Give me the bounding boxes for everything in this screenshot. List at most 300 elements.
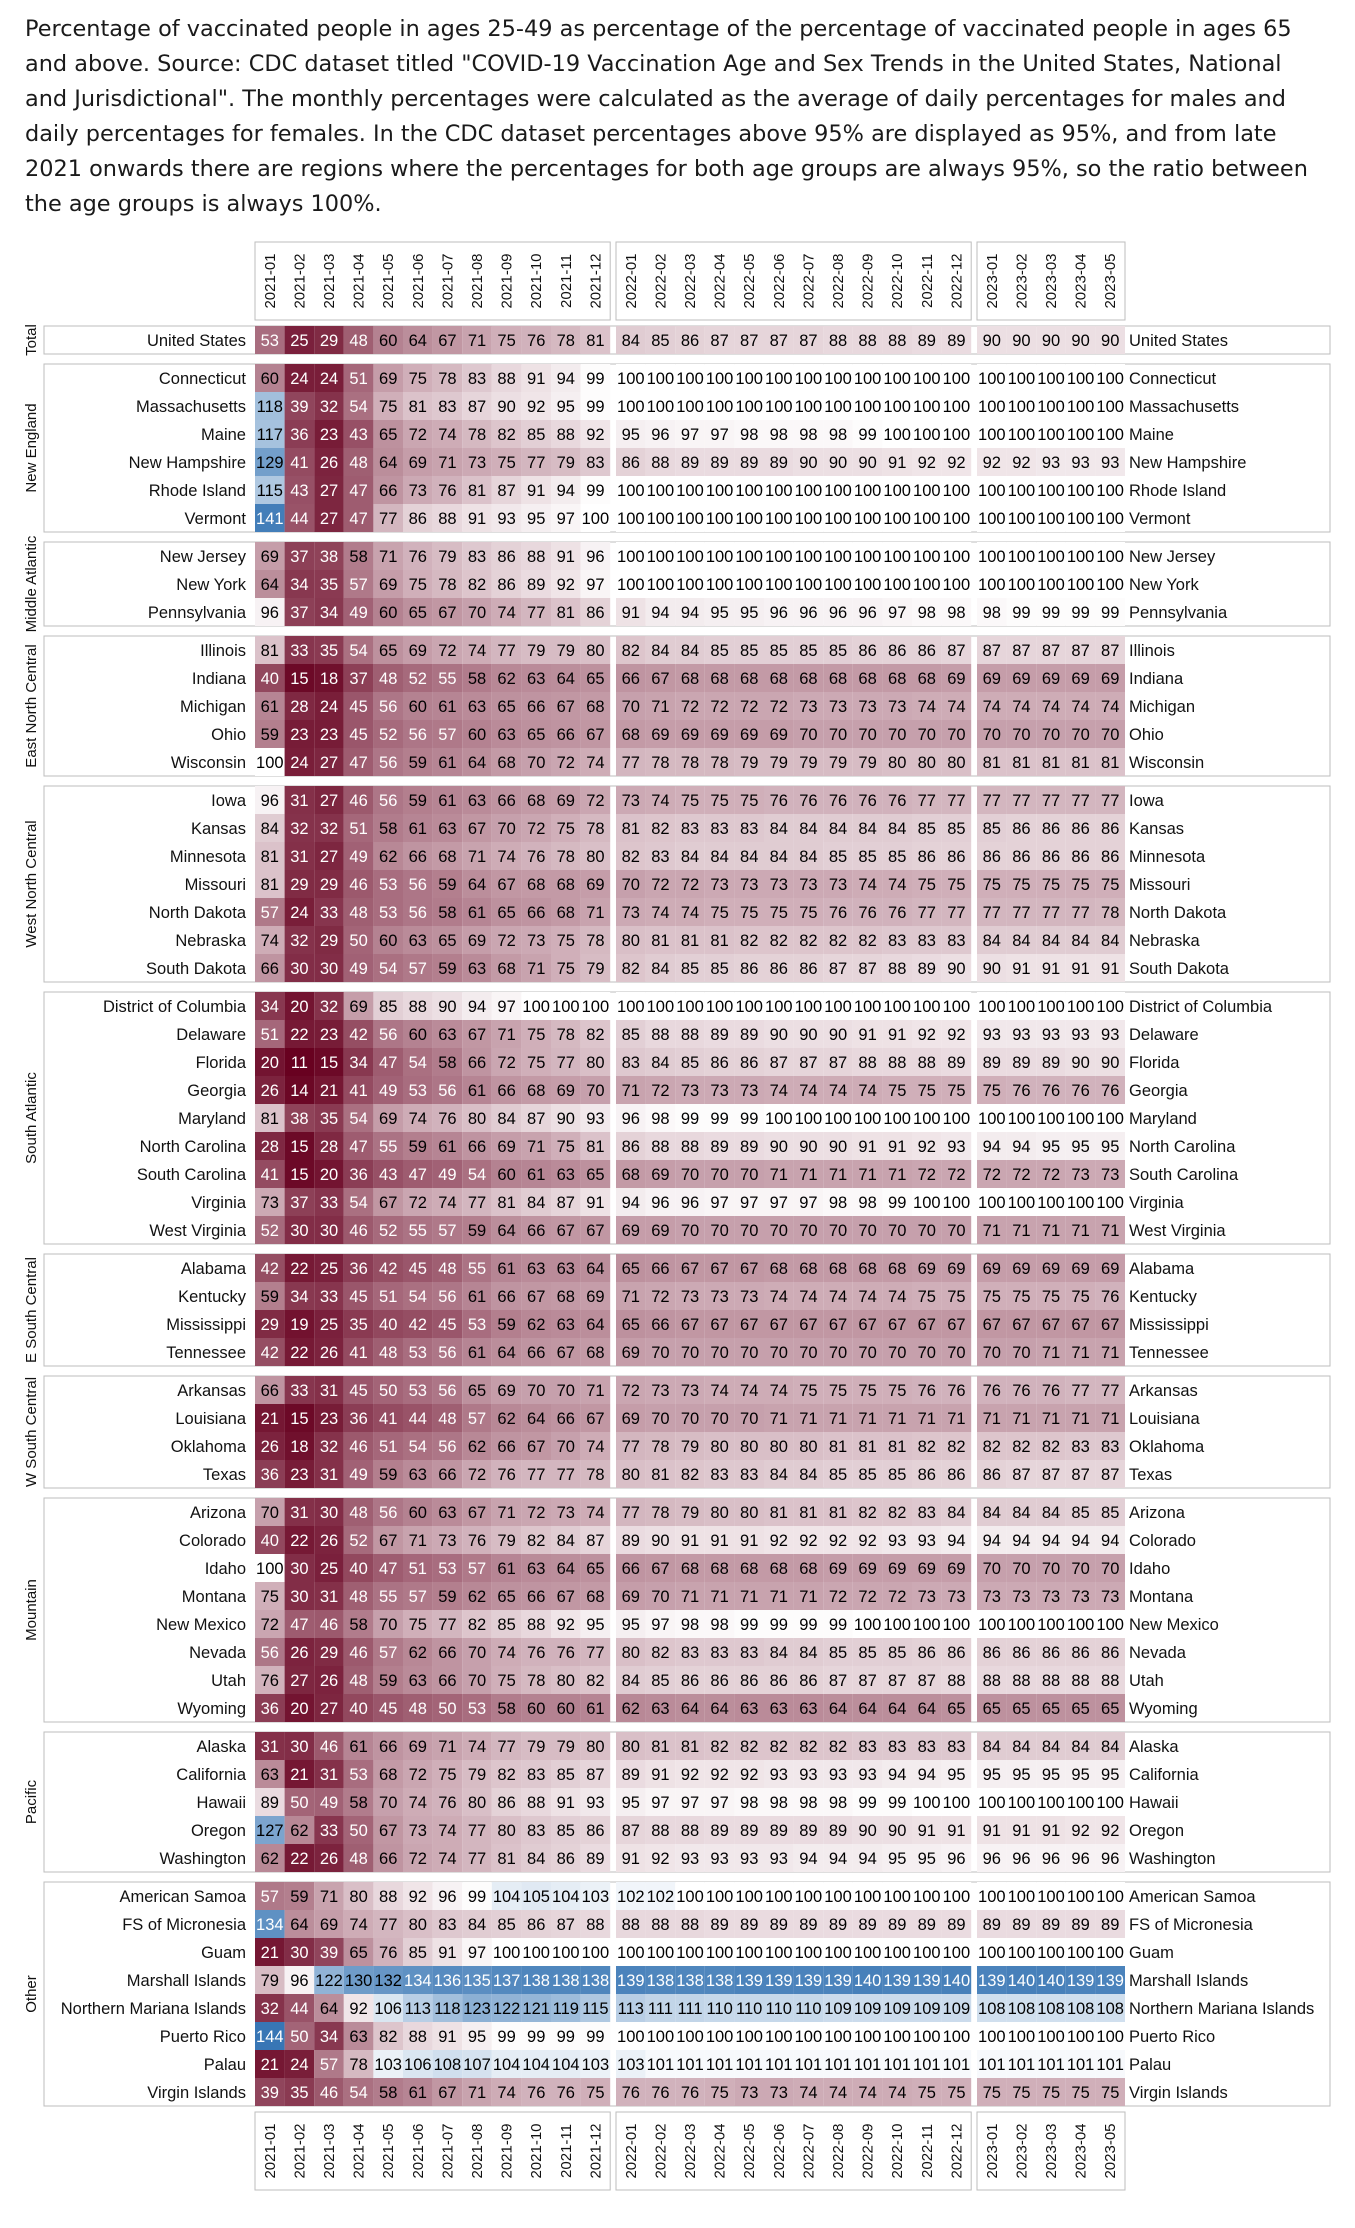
cell-value-label: 84	[982, 1738, 1001, 1756]
row-label-left: Minnesota	[169, 848, 246, 866]
cell-value-label: 100	[256, 754, 284, 772]
cell-value-label: 100	[794, 998, 823, 1016]
cell-value-label: 69	[917, 1560, 936, 1578]
cell-value-label: 100	[617, 398, 645, 416]
cell-value-label: 22	[290, 1260, 309, 1278]
cell-value-label: 58	[379, 2084, 398, 2102]
cell-value-label: 67	[527, 1288, 546, 1306]
cell-value-label: 139	[794, 1972, 823, 1990]
cell-value-label: 74	[769, 1288, 788, 1306]
cell-value-label: 69	[467, 932, 487, 950]
cell-value-label: 67	[858, 1316, 877, 1334]
cell-value-label: 47	[408, 1166, 427, 1184]
cell-value-label: 30	[319, 1504, 339, 1522]
cell-value-label: 67	[710, 1260, 729, 1278]
cell-value-label: 69	[740, 726, 759, 744]
cell-value-label: 70	[1012, 1560, 1031, 1578]
cell-value-label: 86	[1101, 848, 1120, 866]
row-label-left: Nebraska	[175, 932, 246, 950]
cell-value-label: 77	[1041, 792, 1061, 810]
cell-value-label: 56	[438, 1288, 457, 1306]
top-month-label: 2021-12	[587, 253, 605, 309]
cell-value-label: 81	[586, 1138, 605, 1156]
cell-value-label: 35	[319, 642, 339, 660]
cell-value-label: 52	[349, 1532, 368, 1550]
cell-value-label: 100	[705, 398, 734, 416]
cell-value-label: 90	[799, 1138, 818, 1156]
cell-value-label: 88	[888, 332, 907, 350]
cell-value-label: 69	[917, 1260, 936, 1278]
cell-value-label: 45	[349, 726, 368, 744]
cell-value-label: 73	[828, 876, 848, 894]
cell-value-label: 69	[1101, 1260, 1120, 1278]
cell-value-label: 70	[982, 726, 1001, 744]
cell-value-label: 100	[1037, 998, 1065, 1016]
cell-value-label: 96	[586, 548, 605, 566]
cell-value-label: 91	[858, 1138, 877, 1156]
cell-value-label: 59	[408, 1138, 427, 1156]
cell-value-label: 97	[710, 426, 729, 444]
cell-value-label: 65	[586, 1560, 605, 1578]
cell-value-label: 89	[769, 1916, 788, 1934]
cell-value-label: 26	[290, 1644, 309, 1662]
cell-value-label: 100	[824, 398, 852, 416]
cell-value-label: 98	[680, 1616, 700, 1634]
row-label-right: North Carolina	[1129, 1138, 1236, 1156]
cell-value-label: 100	[853, 1616, 882, 1634]
cell-value-label: 54	[349, 1110, 368, 1128]
cell-value-label: 66	[651, 1316, 670, 1334]
cell-value-label: 53	[408, 1382, 427, 1400]
cell-value-label: 138	[581, 1972, 610, 1990]
cell-value-label: 85	[828, 1466, 848, 1484]
row-label-right: South Dakota	[1129, 960, 1229, 978]
cell-value-label: 71	[467, 2084, 487, 2102]
cell-value-label: 27	[319, 754, 339, 772]
cell-value-label: 89	[769, 1822, 788, 1840]
cell-value-label: 100	[978, 482, 1006, 500]
cell-value-label: 39	[290, 398, 309, 416]
cell-value-label: 65	[527, 726, 546, 744]
cell-value-label: 74	[828, 1082, 848, 1100]
cell-value-label: 90	[651, 1532, 670, 1550]
cell-value-label: 76	[858, 792, 877, 810]
cell-value-label: 99	[1071, 604, 1090, 622]
cell-value-label: 71	[982, 1222, 1001, 1240]
cell-value-label: 50	[349, 932, 368, 950]
cell-value-label: 99	[858, 1794, 877, 1812]
row-label-right: Michigan	[1129, 698, 1196, 716]
cell-value-label: 100	[705, 576, 734, 594]
cell-value-label: 58	[349, 1794, 368, 1812]
cell-value-label: 100	[765, 510, 793, 528]
cell-value-label: 104	[552, 1888, 580, 1906]
cell-value-label: 64	[917, 1700, 936, 1718]
row-label-right: Florida	[1129, 1054, 1180, 1072]
cell-value-label: 101	[883, 2056, 911, 2074]
chart-caption: Percentage of vaccinated people in ages 25-49 as percentage of the percentage of vaccinated people in ages 65 and above. Source: CDC dataset titled "COVID-19 Vaccination Age and Sex Trends in the United States, National and Jurisdictional". The monthly percentages were calculated as the average of daily percentages for males and daily percentages for females. In the CDC dataset percentages above 95% are displayed as 95%, and from late 2021 onwards there are regions where the percentages for both age groups are always 95%, so the ratio between the age groups is always 100%.	[25, 16, 1308, 217]
cell-value-label: 70	[740, 1166, 759, 1184]
cell-value-label: 68	[438, 848, 457, 866]
cell-value-label: 117	[256, 426, 283, 444]
cell-value-label: 57	[467, 1560, 487, 1578]
cell-value-label: 67	[467, 1026, 487, 1044]
cell-value-label: 69	[651, 726, 670, 744]
cell-value-label: 62	[290, 1822, 309, 1840]
cell-value-label: 92	[349, 2000, 368, 2018]
cell-value-label: 108	[1066, 2000, 1095, 2018]
cell-value-label: 87	[769, 332, 788, 350]
cell-value-label: 76	[828, 904, 848, 922]
cell-value-label: 96	[799, 604, 818, 622]
cell-value-label: 70	[828, 1222, 848, 1240]
cell-value-label: 86	[497, 576, 516, 594]
cell-value-label: 66	[497, 1438, 516, 1456]
cell-value-label: 40	[349, 1700, 368, 1718]
cell-value-label: 94	[947, 1532, 966, 1550]
cell-value-label: 87	[828, 1672, 848, 1690]
cell-value-label: 84	[527, 1850, 546, 1868]
cell-value-label: 73	[1071, 1588, 1090, 1606]
cell-value-label: 82	[497, 1766, 516, 1784]
cell-value-label: 121	[522, 2000, 550, 2018]
cell-value-label: 34	[319, 604, 339, 622]
cell-value-label: 89	[947, 332, 966, 350]
cell-value-label: 100	[1007, 1110, 1036, 1128]
top-month-label: 2022-08	[830, 253, 847, 309]
cell-value-label: 75	[408, 1616, 427, 1634]
cell-value-label: 100	[883, 510, 911, 528]
cell-value-label: 90	[828, 454, 848, 472]
cell-value-label: 100	[913, 398, 941, 416]
cell-value-label: 39	[319, 1944, 339, 1962]
cell-value-label: 87	[467, 398, 487, 416]
cell-value-label: 140	[1037, 1972, 1065, 1990]
cell-value-label: 41	[290, 454, 309, 472]
cell-value-label: 63	[740, 1700, 759, 1718]
cell-value-label: 95	[710, 604, 729, 622]
cell-value-label: 86	[1041, 1644, 1061, 1662]
cell-value-label: 73	[467, 454, 487, 472]
cell-value-label: 62	[497, 1410, 516, 1428]
cell-value-label: 65	[467, 1382, 487, 1400]
cell-value-label: 100	[705, 482, 734, 500]
cell-value-label: 35	[349, 1316, 368, 1334]
cell-value-label: 100	[676, 2028, 704, 2046]
cell-value-label: 48	[349, 904, 368, 922]
top-month-label: 2021-02	[291, 253, 309, 309]
cell-value-label: 94	[1071, 1532, 1090, 1550]
cell-value-label: 72	[408, 426, 427, 444]
cell-value-label: 70	[710, 1410, 729, 1428]
cell-value-label: 85	[651, 332, 670, 350]
cell-value-label: 100	[492, 1944, 521, 1962]
cell-value-label: 99	[710, 1110, 729, 1128]
cell-value-label: 70	[556, 1382, 575, 1400]
cell-value-label: 52	[379, 1222, 398, 1240]
cell-value-label: 88	[379, 1888, 398, 1906]
bottom-month-label: 2021-04	[350, 2123, 368, 2179]
cell-value-label: 92	[769, 1532, 788, 1550]
cell-value-label: 100	[942, 370, 971, 388]
cell-value-label: 93	[769, 1766, 788, 1784]
cell-value-label: 100	[942, 576, 971, 594]
cell-value-label: 72	[917, 1166, 936, 1184]
cell-value-label: 69	[497, 1138, 516, 1156]
cell-value-label: 74	[799, 2084, 818, 2102]
cell-value-label: 71	[828, 1166, 848, 1184]
cell-value-label: 70	[621, 698, 640, 716]
cell-value-label: 68	[680, 670, 700, 688]
cell-value-label: 95	[917, 1850, 936, 1868]
row-label-left: Virgin Islands	[147, 2084, 246, 2102]
cell-value-label: 100	[853, 2028, 882, 2046]
cell-value-label: 82	[680, 1466, 700, 1484]
cell-value-label: 67	[651, 670, 670, 688]
cell-value-label: 100	[676, 998, 704, 1016]
cell-value-label: 32	[319, 820, 339, 838]
cell-value-label: 84	[769, 848, 788, 866]
cell-value-label: 92	[1012, 454, 1031, 472]
cell-value-label: 100	[1096, 1888, 1124, 1906]
cell-value-label: 67	[379, 1532, 398, 1550]
cell-value-label: 88	[1101, 1672, 1120, 1690]
cell-value-label: 93	[888, 1532, 907, 1550]
cell-value-label: 60	[467, 726, 487, 744]
cell-value-label: 67	[710, 1316, 729, 1334]
cell-value-label: 29	[319, 332, 339, 350]
cell-value-label: 110	[706, 2000, 733, 2018]
cell-value-label: 67	[888, 1316, 907, 1334]
cell-value-label: 79	[769, 754, 788, 772]
cell-value-label: 69	[621, 1222, 640, 1240]
cell-value-label: 79	[467, 1766, 487, 1784]
cell-value-label: 100	[824, 2028, 852, 2046]
cell-value-label: 90	[497, 398, 516, 416]
cell-value-label: 88	[527, 548, 546, 566]
cell-value-label: 69	[1012, 1260, 1031, 1278]
cell-value-label: 48	[379, 670, 398, 688]
cell-value-label: 93	[586, 1794, 605, 1812]
cell-value-label: 46	[349, 876, 368, 894]
cell-value-label: 42	[408, 1316, 427, 1334]
cell-value-label: 37	[290, 604, 309, 622]
cell-value-label: 53	[260, 332, 279, 350]
cell-value-label: 75	[888, 1082, 907, 1100]
cell-value-label: 90	[1041, 332, 1061, 350]
cell-value-label: 100	[735, 998, 763, 1016]
cell-value-label: 85	[888, 848, 907, 866]
cell-value-label: 100	[1007, 1794, 1036, 1812]
cell-value-label: 69	[1071, 670, 1090, 688]
cell-value-label: 75	[497, 332, 516, 350]
cell-value-label: 46	[319, 1738, 339, 1756]
cell-value-label: 82	[828, 932, 848, 950]
cell-value-label: 70	[740, 1410, 759, 1428]
cell-value-label: 86	[947, 848, 966, 866]
cell-value-label: 100	[1037, 1794, 1065, 1812]
cell-value-label: 53	[467, 1316, 487, 1334]
cell-value-label: 139	[913, 1972, 941, 1990]
cell-value-label: 83	[621, 1054, 640, 1072]
cell-value-label: 93	[1012, 1026, 1031, 1044]
cell-value-label: 49	[379, 1082, 398, 1100]
cell-value-label: 84	[858, 820, 877, 838]
cell-value-label: 71	[1041, 1222, 1061, 1240]
cell-value-label: 58	[497, 1700, 516, 1718]
cell-value-label: 105	[522, 1888, 550, 1906]
cell-value-label: 88	[888, 1054, 907, 1072]
cell-value-label: 75	[556, 820, 575, 838]
cell-value-label: 69	[947, 1260, 966, 1278]
cell-value-label: 102	[646, 1888, 675, 1906]
cell-value-label: 75	[828, 1382, 848, 1400]
cell-value-label: 64	[290, 1916, 309, 1934]
cell-value-label: 63	[260, 1766, 279, 1784]
cell-value-label: 71	[586, 1382, 605, 1400]
cell-value-label: 100	[705, 1944, 734, 1962]
cell-value-label: 54	[408, 1438, 427, 1456]
cell-value-label: 97	[769, 1194, 788, 1212]
cell-value-label: 87	[1071, 1466, 1090, 1484]
row-label-right: Virginia	[1129, 1194, 1184, 1212]
cell-value-label: 61	[467, 904, 487, 922]
cell-value-label: 96	[769, 604, 788, 622]
cell-value-label: 99	[556, 2028, 575, 2046]
cell-value-label: 92	[1101, 1822, 1120, 1840]
cell-value-label: 95	[1041, 1138, 1061, 1156]
cell-value-label: 45	[438, 1316, 457, 1334]
cell-value-label: 84	[982, 1504, 1001, 1522]
cell-value-label: 83	[888, 932, 907, 950]
cell-value-label: 76	[1101, 1288, 1120, 1306]
cell-value-label: 140	[1007, 1972, 1036, 1990]
cell-value-label: 139	[883, 1972, 911, 1990]
cell-value-label: 72	[527, 820, 546, 838]
cell-value-label: 68	[556, 904, 575, 922]
cell-value-label: 91	[467, 510, 487, 528]
cell-value-label: 68	[527, 1082, 546, 1100]
row-label-left: South Carolina	[136, 1166, 246, 1184]
cell-value-label: 78	[710, 754, 729, 772]
cell-value-label: 37	[349, 670, 368, 688]
cell-value-label: 100	[942, 2028, 971, 2046]
cell-value-label: 50	[290, 1794, 309, 1812]
cell-value-label: 77	[467, 1822, 487, 1840]
cell-value-label: 54	[379, 960, 398, 978]
cell-value-label: 59	[260, 1288, 279, 1306]
cell-value-label: 85	[947, 820, 966, 838]
cell-value-label: 84	[1101, 932, 1120, 950]
cell-value-label: 91	[947, 1822, 966, 1840]
cell-value-label: 101	[676, 2056, 704, 2074]
bottom-month-label: 2022-08	[830, 2123, 847, 2179]
cell-value-label: 42	[349, 1026, 368, 1044]
cell-value-label: 77	[621, 754, 640, 772]
cell-value-label: 100	[765, 370, 793, 388]
row-label-left: Kentucky	[178, 1288, 246, 1306]
cell-value-label: 89	[1041, 1916, 1061, 1934]
cell-value-label: 71	[497, 1026, 516, 1044]
cell-value-label: 82	[769, 932, 788, 950]
cell-value-label: 65	[408, 604, 427, 622]
cell-value-label: 78	[467, 426, 487, 444]
cell-value-label: 49	[349, 960, 368, 978]
top-month-label: 2023-05	[1102, 253, 1120, 309]
cell-value-label: 72	[467, 1466, 487, 1484]
cell-value-label: 100	[913, 2028, 941, 2046]
cell-value-label: 93	[799, 1766, 818, 1784]
cell-value-label: 66	[556, 1410, 575, 1428]
cell-value-label: 100	[1007, 1888, 1036, 1906]
cell-value-label: 100	[735, 370, 763, 388]
cell-value-label: 89	[740, 1026, 759, 1044]
cell-value-label: 77	[556, 1466, 575, 1484]
row-label-left: Pennsylvania	[147, 604, 246, 622]
cell-value-label: 65	[621, 1316, 640, 1334]
cell-value-label: 100	[883, 576, 911, 594]
cell-value-label: 100	[853, 370, 882, 388]
cell-value-label: 72	[527, 1504, 546, 1522]
cell-value-label: 92	[556, 1616, 575, 1634]
cell-value-label: 85	[621, 1026, 640, 1044]
cell-value-label: 30	[290, 1560, 309, 1578]
cell-value-label: 76	[799, 792, 818, 810]
cell-value-label: 88	[527, 1794, 546, 1812]
cell-value-label: 100	[853, 576, 882, 594]
cell-value-label: 82	[1012, 1438, 1031, 1456]
cell-value-label: 67	[467, 820, 487, 838]
cell-value-label: 94	[556, 370, 575, 388]
cell-value-label: 78	[680, 754, 700, 772]
cell-value-label: 71	[710, 1588, 729, 1606]
cell-value-label: 73	[710, 1288, 729, 1306]
cell-value-label: 69	[1041, 1260, 1061, 1278]
cell-value-label: 92	[680, 1766, 700, 1784]
cell-value-label: 79	[556, 642, 575, 660]
cell-value-label: 31	[290, 792, 309, 810]
cell-value-label: 100	[978, 1110, 1006, 1128]
cell-value-label: 70	[680, 1166, 700, 1184]
group-label: South Atlantic	[23, 1072, 40, 1164]
cell-value-label: 22	[290, 1532, 309, 1550]
cell-value-label: 83	[467, 370, 487, 388]
cell-value-label: 53	[379, 876, 398, 894]
cell-value-label: 97	[497, 998, 516, 1016]
bottom-month-label: 2021-02	[291, 2123, 309, 2179]
cell-value-label: 84	[769, 1644, 788, 1662]
cell-value-label: 100	[1096, 1944, 1124, 1962]
cell-value-label: 31	[319, 1466, 339, 1484]
cell-value-label: 83	[740, 1466, 759, 1484]
cell-value-label: 15	[290, 1166, 309, 1184]
cell-value-label: 100	[794, 548, 823, 566]
cell-value-label: 64	[527, 1410, 546, 1428]
cell-value-label: 100	[913, 1616, 941, 1634]
cell-value-label: 100	[765, 482, 793, 500]
row-label-left: Utah	[211, 1672, 246, 1690]
cell-value-label: 53	[467, 1700, 487, 1718]
cell-value-label: 90	[799, 454, 818, 472]
cell-value-label: 81	[828, 1504, 848, 1522]
bottom-month-label: 2023-03	[1043, 2123, 1060, 2179]
cell-value-label: 86	[408, 510, 427, 528]
cell-value-label: 86	[710, 1672, 729, 1690]
cell-value-label: 66	[438, 1466, 457, 1484]
cell-value-label: 100	[676, 1944, 704, 1962]
row-label-left: Northern Mariana Islands	[60, 2000, 246, 2018]
bottom-month-label: 2021-07	[439, 2123, 457, 2179]
